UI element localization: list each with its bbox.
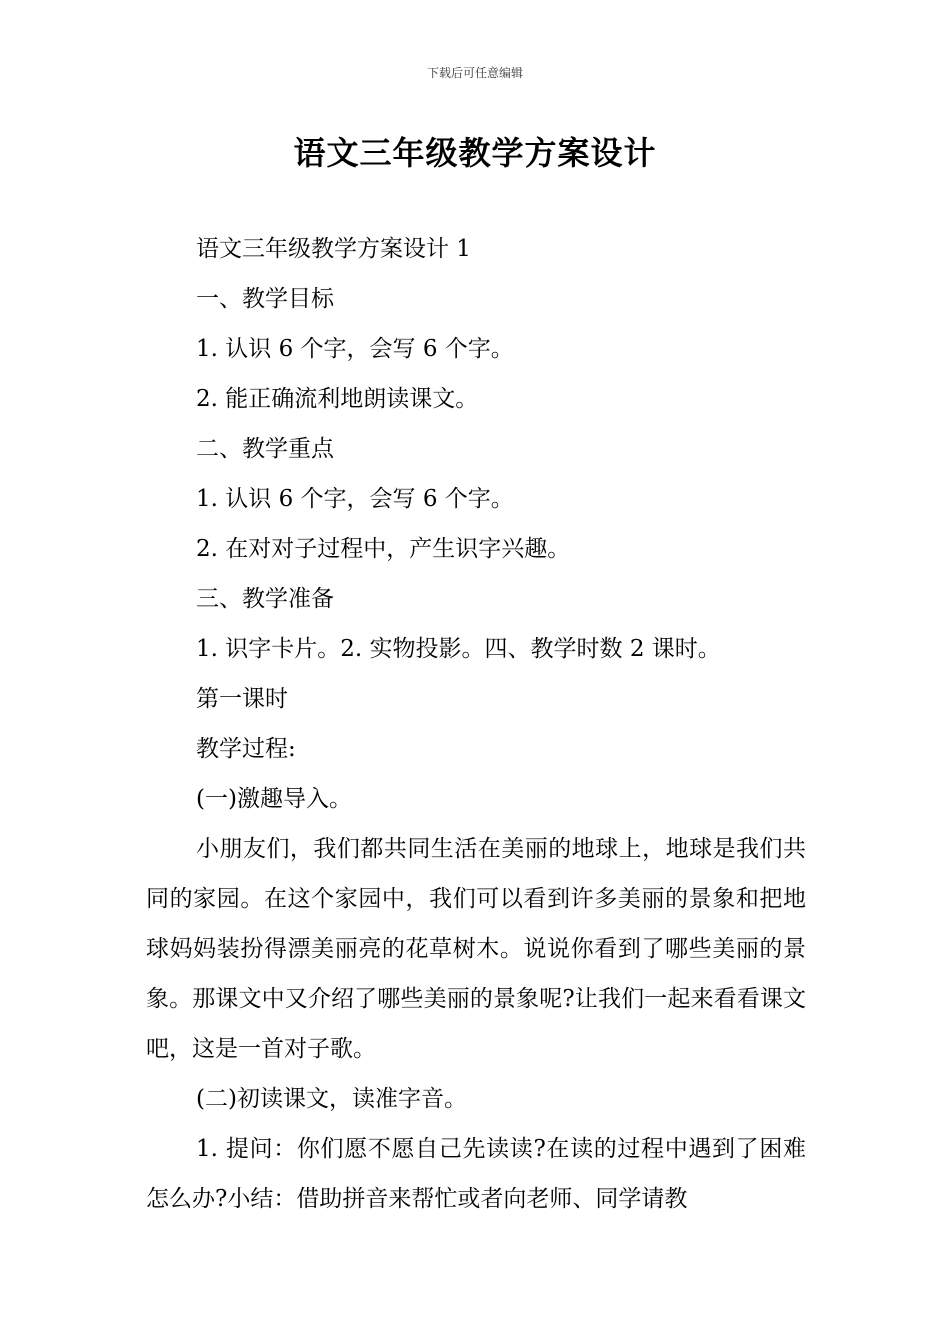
intro-paragraph: 小朋友们，我们都共同生活在美丽的地球上，地球是我们共同的家园。在这个家园中，我们可以看到许多美丽的景象和把地球妈妈装扮得漂美丽亮的花草树木。说说你看到了哪些美丽的景象。那课文中又介绍了哪些美丽的景象呢?让我们一起来看看课文吧，这是一首对子歌。	[146, 836, 806, 1062]
document-body	[146, 224, 806, 1224]
focus-item-2: 2. 在对对子过程中，产生识字兴趣。	[196, 536, 571, 562]
question-paragraph: 1. 提问：你们愿不愿自己先读读?在读的过程中遇到了困难怎么办?小结：借助拼音来帮忙或者向老师、同学请教	[146, 1136, 806, 1212]
section-heading-goals: 一、教学目标	[196, 286, 334, 312]
step-heading-1: (一)激趣导入。	[196, 786, 352, 812]
lesson-heading: 第一课时	[196, 686, 288, 712]
step-heading-2: (二)初读课文，读准字音。	[196, 1086, 467, 1112]
goal-item-1: 1. 认识 6 个字，会写 6 个字。	[196, 336, 514, 362]
process-heading: 教学过程:	[196, 736, 296, 762]
subtitle-line: 语文三年级教学方案设计 1	[196, 236, 471, 262]
header-note: 下载后可任意编辑	[426, 66, 523, 80]
section-heading-focus: 二、教学重点	[196, 436, 334, 462]
document-title: 语文三年级教学方案设计	[293, 134, 657, 172]
preparation-items: 1. 识字卡片。2. 实物投影。四、教学时数 2 课时。	[196, 636, 721, 662]
goal-item-2: 2. 能正确流利地朗读课文。	[196, 386, 479, 412]
focus-item-1: 1. 认识 6 个字，会写 6 个字。	[196, 486, 514, 512]
section-heading-preparation: 三、教学准备	[196, 586, 334, 612]
